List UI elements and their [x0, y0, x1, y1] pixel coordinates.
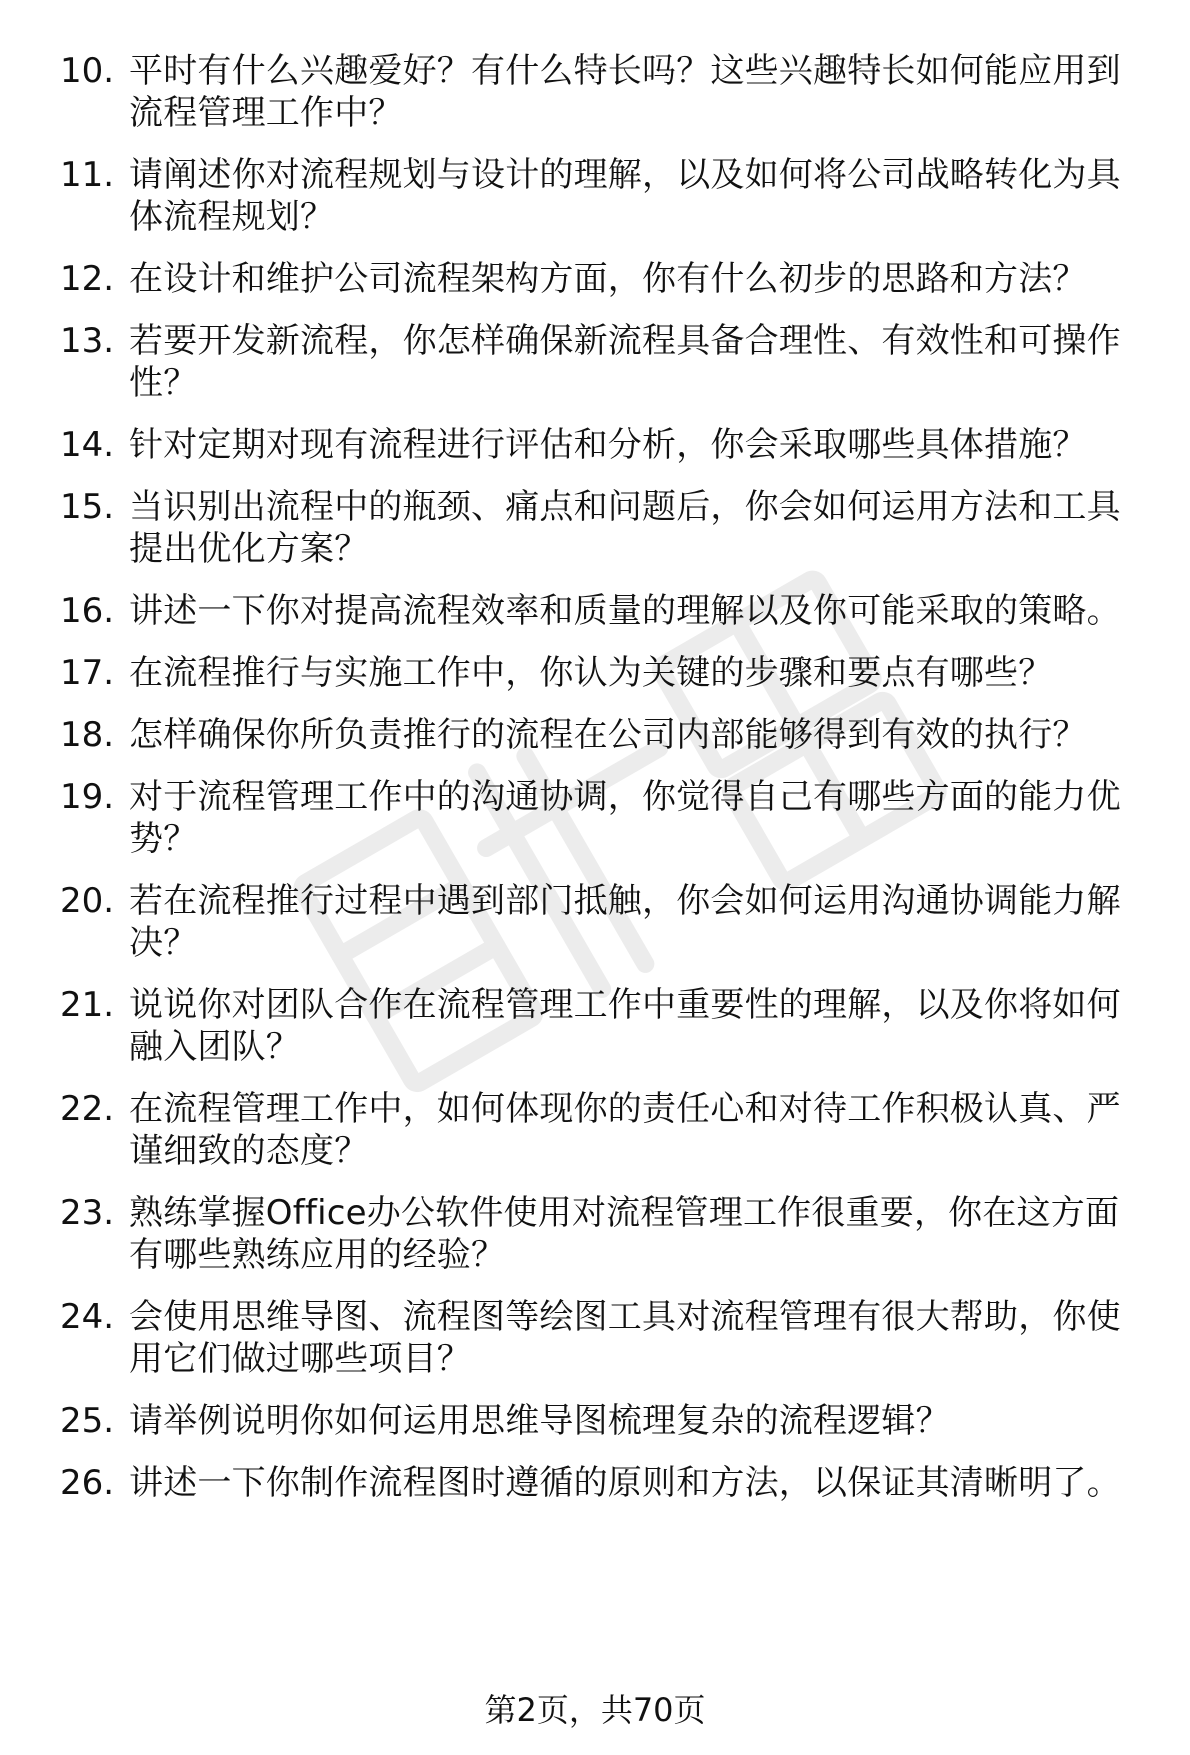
page-footer: 第2页，共70页	[484, 1691, 706, 1729]
question-number: 13.	[60, 321, 115, 361]
question-number: 12.	[60, 259, 115, 299]
question-number: 22.	[60, 1089, 115, 1129]
question-number: 21.	[60, 985, 115, 1025]
question-item	[60, 652, 1150, 694]
question-item	[60, 320, 1150, 404]
question-text: 在流程管理工作中，如何体现你的责任心和对待工作积极认真、严谨细致的态度？	[129, 1089, 1121, 1171]
question-text: 讲述一下你制作流程图时遵循的原则和方法，以保证其清晰明了。	[129, 1463, 1121, 1503]
question-item	[60, 486, 1150, 570]
question-number: 18.	[60, 715, 115, 755]
question-text: 在设计和维护公司流程架构方面，你有什么初步的思路和方法？	[129, 259, 1087, 299]
question-item	[60, 1192, 1150, 1276]
question-number: 25.	[60, 1401, 115, 1441]
question-number: 11.	[60, 155, 115, 195]
question-item	[60, 714, 1150, 756]
question-text: 怎样确保你所负责推行的流程在公司内部能够得到有效的执行？	[129, 715, 1087, 755]
question-item	[60, 880, 1150, 964]
question-item	[60, 258, 1150, 300]
question-item	[60, 1462, 1150, 1504]
question-number: 17.	[60, 653, 115, 693]
question-item	[60, 776, 1150, 860]
question-text: 若要开发新流程，你怎样确保新流程具备合理性、有效性和可操作性？	[129, 321, 1121, 403]
question-number: 23.	[60, 1193, 115, 1233]
question-item	[60, 1400, 1150, 1442]
question-text: 对于流程管理工作中的沟通协调，你觉得自己有哪些方面的能力优势？	[129, 777, 1121, 859]
question-text: 若在流程推行过程中遇到部门抵触，你会如何运用沟通协调能力解决？	[129, 881, 1121, 963]
question-text: 在流程推行与实施工作中，你认为关键的步骤和要点有哪些？	[129, 653, 1053, 693]
question-number: 16.	[60, 591, 115, 631]
question-item	[60, 424, 1150, 466]
question-number: 19.	[60, 777, 115, 817]
question-text: 平时有什么兴趣爱好？有什么特长吗？这些兴趣特长如何能应用到流程管理工作中？	[129, 51, 1121, 133]
question-number: 24.	[60, 1297, 115, 1337]
question-list	[60, 50, 1150, 1524]
question-number: 10.	[60, 51, 115, 91]
question-item	[60, 590, 1150, 632]
question-text: 熟练掌握Office办公软件使用对流程管理工作很重要，你在这方面有哪些熟练应用的经验？	[129, 1193, 1120, 1275]
question-text: 针对定期对现有流程进行评估和分析，你会采取哪些具体措施？	[129, 425, 1087, 465]
question-item	[60, 1088, 1150, 1172]
question-item	[60, 1296, 1150, 1380]
question-number: 26.	[60, 1463, 115, 1503]
question-number: 20.	[60, 881, 115, 921]
question-item	[60, 50, 1150, 134]
question-item	[60, 984, 1150, 1068]
question-item	[60, 154, 1150, 238]
question-text: 说说你对团队合作在流程管理工作中重要性的理解，以及你将如何融入团队？	[129, 985, 1121, 1067]
question-text: 当识别出流程中的瓶颈、痛点和问题后，你会如何运用方法和工具提出优化方案？	[129, 487, 1121, 569]
question-number: 15.	[60, 487, 115, 527]
question-number: 14.	[60, 425, 115, 465]
question-text: 请阐述你对流程规划与设计的理解，以及如何将公司战略转化为具体流程规划？	[129, 155, 1121, 237]
question-text: 会使用思维导图、流程图等绘图工具对流程管理有很大帮助，你使用它们做过哪些项目？	[129, 1297, 1121, 1379]
question-text: 请举例说明你如何运用思维导图梳理复杂的流程逻辑？	[129, 1401, 950, 1441]
question-text: 讲述一下你对提高流程效率和质量的理解以及你可能采取的策略。	[129, 591, 1121, 631]
